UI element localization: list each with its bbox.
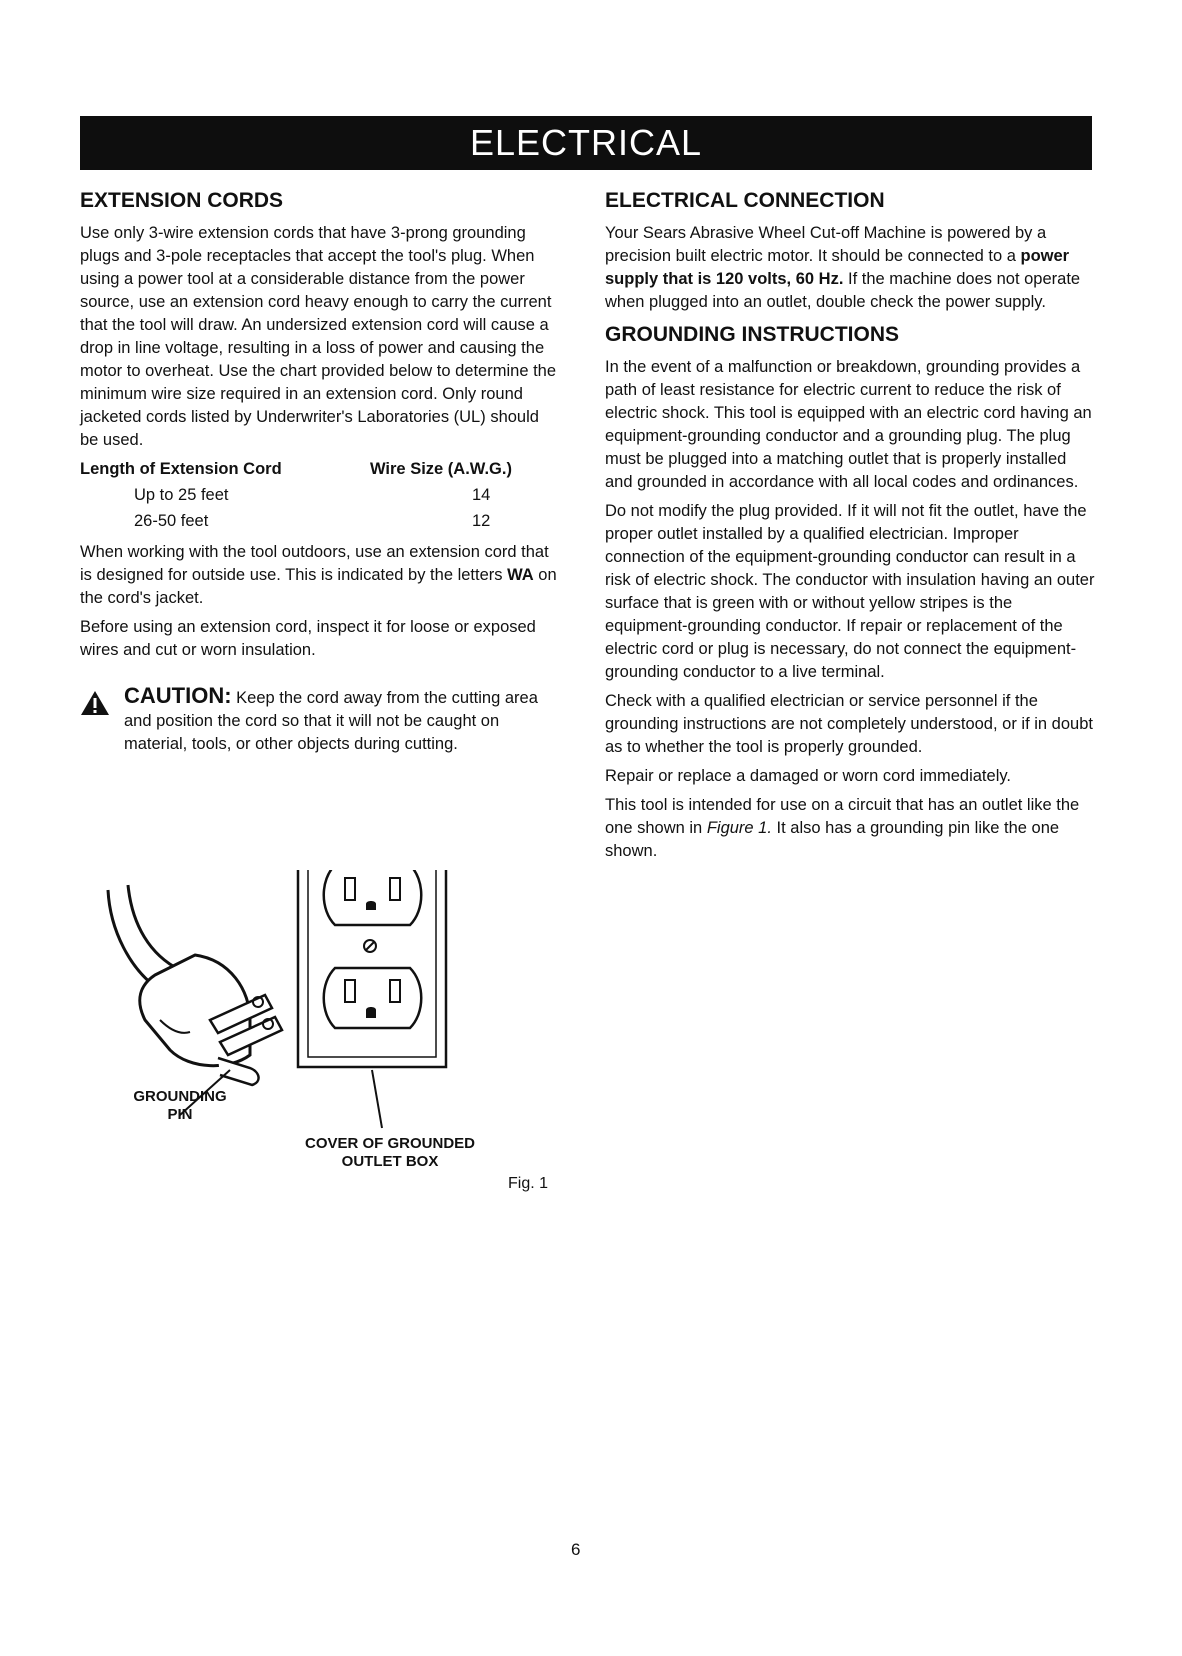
left-column — [80, 188, 560, 756]
power-supply-spec: power supply that is 120 volts, 60 Hz. — [605, 247, 1070, 288]
warning-triangle-icon — [80, 690, 110, 723]
grounding-paragraph-4: Repair or replace a damaged or worn cord immediately. — [605, 767, 1011, 785]
figure-reference: Figure 1. — [706, 819, 772, 837]
electrical-connection-heading: ELECTRICAL CONNECTION — [605, 189, 885, 212]
grounding-paragraph-3: Check with a qualified electrician or service personnel if the grounding instructions are not completely understood, or if in doubt as to whether the tool is properly grounded. — [605, 692, 1093, 756]
extension-cords-paragraph: Use only 3-wire extension cords that have 3-prong grounding plugs and 3-pole receptacles that accept the tool's plug. When using a power tool at a considerable distance from the power source, use an extension cord heavy enough to carry the current that the tool will draw. An undersized extension cord will cause a drop in line voltage, resulting in a loss of power and causing the motor to overheat. Use the chart provided below to determine the minimum wire size required in an extension cord. Only round jacketed cords listed by Underwriter's Laboratories (UL) should be used. — [80, 224, 557, 449]
right-column — [605, 188, 1095, 869]
outdoor-text-a: When working with the tool outdoors, use an extension cord that is designed for outside use. This is indicated by the letters — [80, 543, 549, 584]
wire-size-column-header: Wire Size (A.W.G.) — [370, 460, 512, 478]
outlet-label-line2: OUTLET BOX — [341, 1153, 439, 1170]
grounding-label-line1: GROUNDING — [133, 1088, 227, 1105]
electrical-connection-paragraph — [605, 222, 1095, 314]
circuit-text-b: It also has a grounding pin like the one shown. — [605, 819, 1060, 860]
outlet-label-line1: COVER OF GROUNDED — [304, 1135, 475, 1152]
caution-text: Keep the cord away from the cutting area and position the cord so that it will not be caught on material, tools, or other objects during cutting. — [124, 689, 538, 753]
caution-block — [80, 684, 560, 756]
grounding-paragraph-1: In the event of a malfunction or breakdown, grounding provides a path of least resistance for electric current to reduce the risk of electric shock. This tool is equipped with an electric cord having an equipment-grounding conductor and a grounding plug. The plug must be plugged into a matching outlet that is properly installed and grounded in accordance with all local codes and ordinances. — [605, 358, 1092, 491]
outdoor-text-b: on the cord's jacket. — [80, 566, 557, 607]
connection-text-b: If the machine does not operate when plugged into an outlet, double check the power supply. — [605, 270, 1081, 311]
figure-number: Fig. 1 — [508, 1175, 549, 1192]
grounding-label-line2: PIN — [167, 1106, 193, 1123]
wa-letters: WA — [507, 566, 534, 584]
caution-title: CAUTION: — [124, 683, 232, 708]
grounding-instructions-heading: GROUNDING INSTRUCTIONS — [605, 323, 899, 346]
grounding-pin-label — [120, 1088, 240, 1124]
table-row — [80, 510, 560, 533]
inspect-cord-paragraph: Before using an extension cord, inspect it for loose or exposed wires and cut or worn insulation. — [80, 618, 536, 659]
page-number: 6 — [571, 1540, 581, 1559]
wire-size-cell: 12 — [472, 512, 491, 530]
wire-size-cell: 14 — [472, 486, 491, 504]
section-banner: ELECTRICAL — [80, 116, 1092, 170]
length-cell: Up to 25 feet — [134, 486, 229, 504]
wire-size-table — [80, 458, 560, 533]
extension-cords-heading: EXTENSION CORDS — [80, 189, 284, 212]
connection-text-a: Your Sears Abrasive Wheel Cut-off Machine is powered by a precision built electric motor. It should be connected to a — [605, 224, 1047, 265]
length-cell: 26-50 feet — [134, 512, 209, 530]
grounding-paragraph-2: Do not modify the plug provided. If it will not fit the outlet, have the proper outlet installed by a qualified electrician. Improper connection of the equipment-grounding conductor can result in a risk of electric shock. The conductor with insulation having an outer surface that is green with or without yellow stripes is the equipment-grounding conductor. If repair or replacement of the electric cord or plug is necessary, do not connect the equipment-grounding conductor to a live terminal. — [605, 502, 1095, 681]
table-row — [80, 484, 560, 507]
outdoor-use-paragraph — [80, 541, 560, 610]
plug-outlet-figure — [100, 870, 580, 1250]
wire-table-header — [80, 458, 560, 481]
length-column-header: Length of Extension Cord — [80, 460, 282, 478]
grounding-paragraph-5 — [605, 794, 1095, 863]
outlet-box-label — [290, 1135, 490, 1171]
plug-and-outlet-illustration — [100, 870, 580, 1250]
circuit-text-a: This tool is intended for use on a circuit that has an outlet like the one shown in — [605, 796, 1080, 837]
